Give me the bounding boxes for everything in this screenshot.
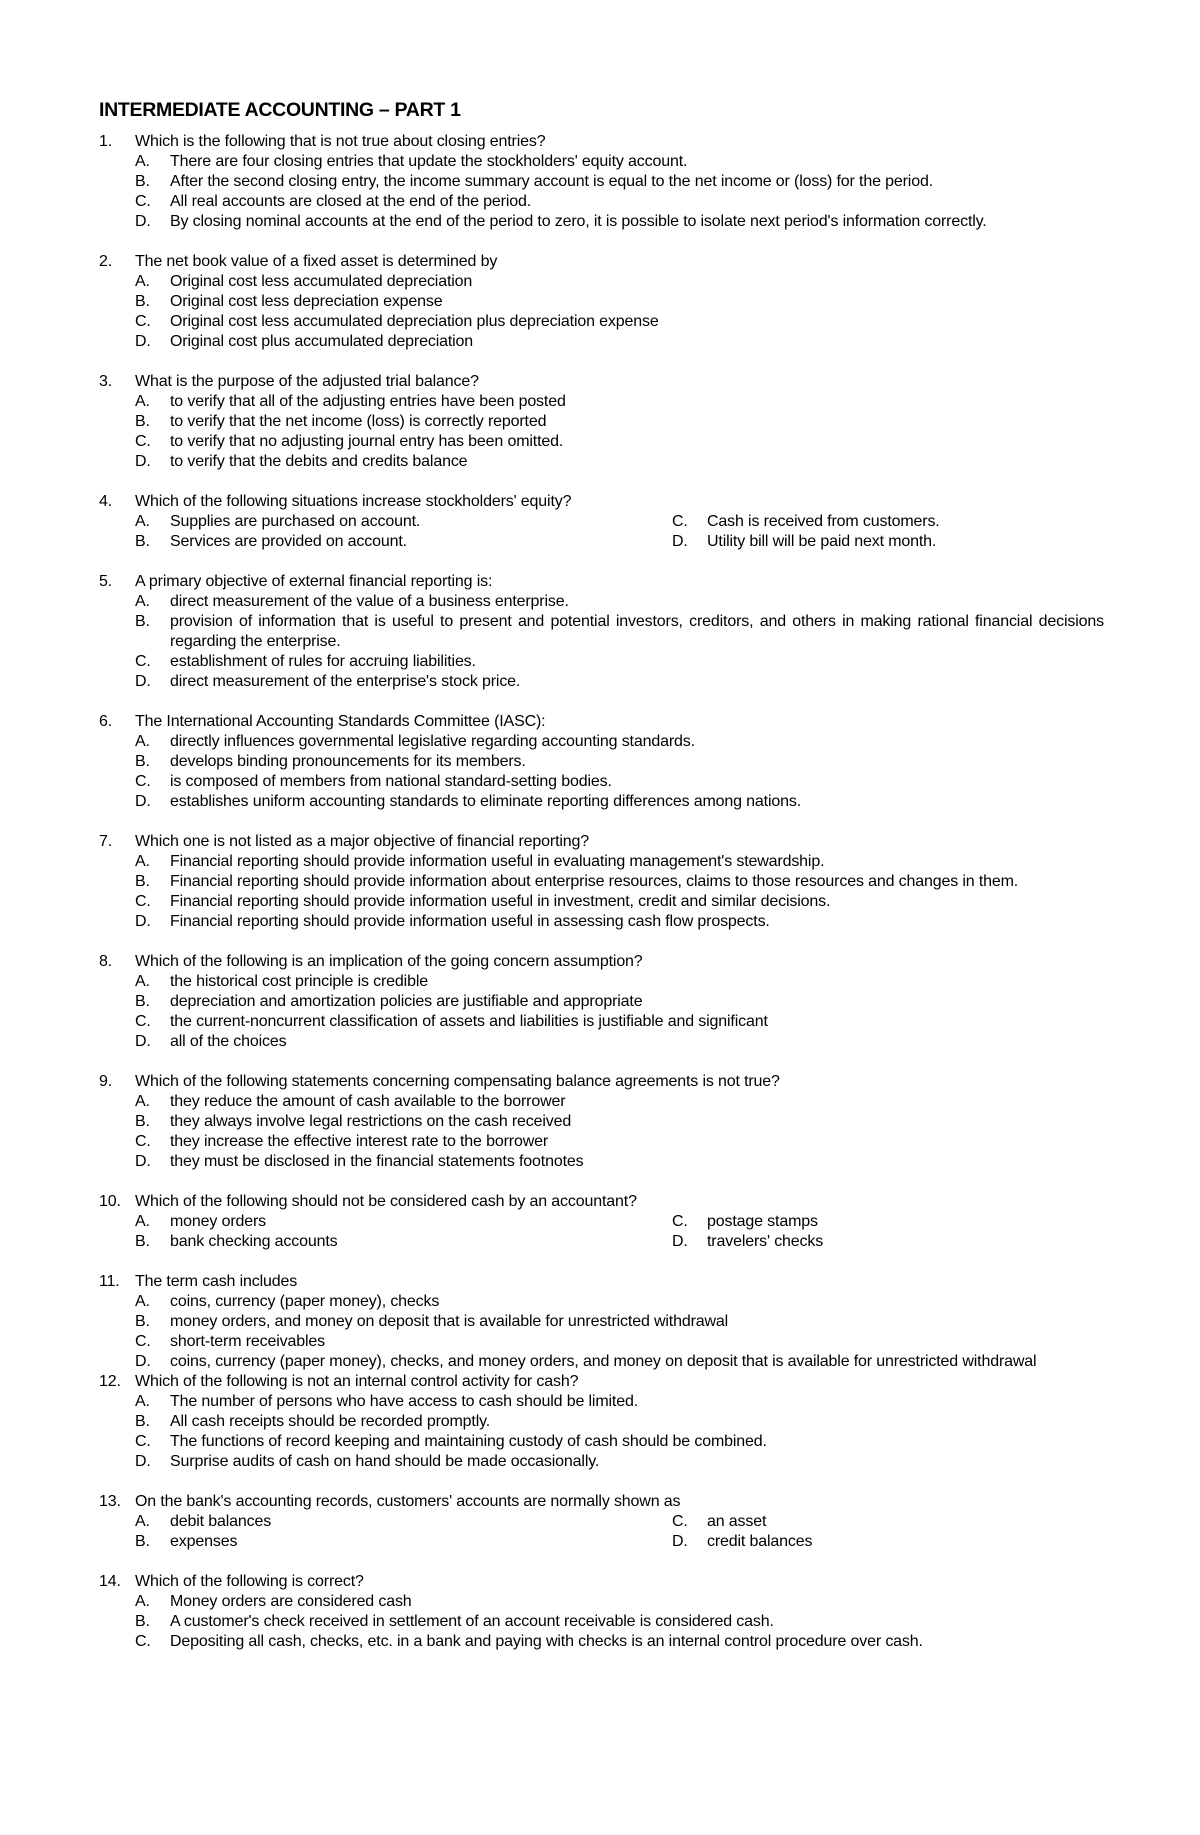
choice-text: they increase the effective interest rate to the borrower xyxy=(170,1133,549,1150)
choice-b xyxy=(135,1412,1104,1432)
choice-text: Original cost less depreciation expense xyxy=(170,293,443,310)
choice-letter: D. xyxy=(135,1453,151,1470)
choice-text: Financial reporting should provide information about enterprise resources, claims to those resources and changes in them. xyxy=(170,873,1019,890)
choice-text: The number of persons who have access to cash should be limited. xyxy=(170,1393,638,1410)
choice-text: coins, currency (paper money), checks xyxy=(170,1293,440,1310)
question-number: 5. xyxy=(99,573,113,590)
choice-letter: B. xyxy=(135,533,150,550)
choice-letter: A. xyxy=(135,393,150,410)
question-1 xyxy=(99,132,1104,232)
choice-b xyxy=(135,1532,672,1552)
choice-text: the current-noncurrent classification of assets and liabilities is justifiable and significant xyxy=(170,1013,768,1030)
choice-letter: C. xyxy=(135,1333,151,1350)
choice-b xyxy=(135,1612,1104,1632)
question-8 xyxy=(99,952,1104,1052)
question-text: Which one is not listed as a major objective of financial reporting? xyxy=(135,833,590,850)
question-6 xyxy=(99,712,1104,812)
choice-text: provision of information that is useful to present and potential investors, creditors, and others in making rational financial decisions regarding the enterprise. xyxy=(170,613,1104,650)
choice-text: bank checking accounts xyxy=(170,1233,338,1250)
choice-a xyxy=(135,152,1104,172)
choice-a xyxy=(135,1212,672,1232)
choice-b xyxy=(135,992,1104,1012)
choice-text: Cash is received from customers. xyxy=(707,513,940,530)
choice-letter: A. xyxy=(135,973,150,990)
choice-text: depreciation and amortization policies are justifiable and appropriate xyxy=(170,993,643,1010)
question-number: 9. xyxy=(99,1073,113,1090)
choice-a xyxy=(135,392,1104,412)
choice-letter: D. xyxy=(672,533,688,550)
choice-text: Supplies are purchased on account. xyxy=(170,513,421,530)
choice-d xyxy=(135,452,1104,472)
choice-letter: B. xyxy=(135,173,150,190)
question-10 xyxy=(99,1192,1104,1252)
choice-letter: C. xyxy=(135,1433,151,1450)
choice-text: direct measurement of the value of a business enterprise. xyxy=(170,593,569,610)
choice-c xyxy=(135,1132,1104,1152)
question-text: On the bank's accounting records, customers' accounts are normally shown as xyxy=(135,1493,681,1510)
question-text: Which of the following situations increase stockholders' equity? xyxy=(135,493,572,510)
choice-letter: B. xyxy=(135,1413,150,1430)
choice-text: credit balances xyxy=(707,1533,813,1550)
choice-d xyxy=(135,672,1104,692)
question-3 xyxy=(99,372,1104,472)
page-title: INTERMEDIATE ACCOUNTING – PART 1 xyxy=(99,99,461,121)
choice-letter: B. xyxy=(135,1533,150,1550)
choice-a xyxy=(135,1392,1104,1412)
choice-b xyxy=(135,1312,1104,1332)
choice-text: they reduce the amount of cash available to the borrower xyxy=(170,1093,566,1110)
question-number: 12. xyxy=(99,1373,121,1390)
choice-text: Financial reporting should provide information useful in assessing cash flow prospects. xyxy=(170,913,770,930)
choice-text: Depositing all cash, checks, etc. in a bank and paying with checks is an internal control procedure over cash. xyxy=(170,1633,923,1650)
choice-b xyxy=(135,1112,1104,1132)
choice-letter: D. xyxy=(135,213,151,230)
choice-text: All real accounts are closed at the end of the period. xyxy=(170,193,532,210)
question-7 xyxy=(99,832,1104,932)
choice-c xyxy=(672,512,1104,532)
choice-letter: A. xyxy=(135,1593,150,1610)
question-text: The term cash includes xyxy=(135,1273,298,1290)
choice-c xyxy=(135,192,1104,212)
question-text: The International Accounting Standards Committee (IASC): xyxy=(135,713,546,730)
choice-letter: A. xyxy=(135,853,150,870)
choice-b xyxy=(135,612,1104,652)
choice-text: After the second closing entry, the income summary account is equal to the net income or (loss) for the period. xyxy=(170,173,933,190)
question-text: Which of the following is an implication of the going concern assumption? xyxy=(135,953,643,970)
choice-letter: B. xyxy=(135,1313,150,1330)
choice-d xyxy=(135,1452,1104,1472)
choice-letter: A. xyxy=(135,1213,150,1230)
choice-text: All cash receipts should be recorded promptly. xyxy=(170,1413,491,1430)
question-5 xyxy=(99,572,1104,692)
question-text: A primary objective of external financial reporting is: xyxy=(135,573,493,590)
document-page xyxy=(99,98,1104,1652)
choice-b xyxy=(135,412,1104,432)
choice-text: money orders, and money on deposit that is available for unrestricted withdrawal xyxy=(170,1313,729,1330)
choice-letter: B. xyxy=(135,613,150,630)
question-number: 13. xyxy=(99,1493,121,1510)
choice-letter: B. xyxy=(135,293,150,310)
choice-a xyxy=(135,732,1104,752)
question-number: 14. xyxy=(99,1573,121,1590)
choice-text: to verify that the debits and credits balance xyxy=(170,453,468,470)
choice-text: A customer's check received in settlement of an account receivable is considered cash. xyxy=(170,1613,774,1630)
question-9 xyxy=(99,1072,1104,1172)
choice-letter: D. xyxy=(135,673,151,690)
question-number: 4. xyxy=(99,493,113,510)
choice-letter: C. xyxy=(672,513,688,530)
question-text: Which is the following that is not true about closing entries? xyxy=(135,133,546,150)
choice-letter: B. xyxy=(135,753,150,770)
question-text: Which of the following statements concerning compensating balance agreements is not true? xyxy=(135,1073,780,1090)
choice-a xyxy=(135,272,1104,292)
choice-letter: A. xyxy=(135,1093,150,1110)
choice-letter: A. xyxy=(135,273,150,290)
choice-text: they must be disclosed in the financial statements footnotes xyxy=(170,1153,584,1170)
choice-text: directly influences governmental legislative regarding accounting standards. xyxy=(170,733,695,750)
choice-d xyxy=(135,792,1104,812)
choice-text: to verify that the net income (loss) is correctly reported xyxy=(170,413,547,430)
choice-text: they always involve legal restrictions on the cash received xyxy=(170,1113,572,1130)
question-14 xyxy=(99,1572,1104,1652)
question-number: 11. xyxy=(99,1273,120,1290)
choice-letter: D. xyxy=(672,1533,688,1550)
choice-c xyxy=(135,1012,1104,1032)
choice-a xyxy=(135,1292,1104,1312)
choice-text: to verify that no adjusting journal entry has been omitted. xyxy=(170,433,564,450)
choice-b xyxy=(135,752,1104,772)
choice-letter: C. xyxy=(672,1213,688,1230)
choice-a xyxy=(135,1592,1104,1612)
choice-letter: D. xyxy=(135,1353,151,1370)
choice-text: The functions of record keeping and maintaining custody of cash should be combined. xyxy=(170,1433,767,1450)
choice-letter: B. xyxy=(135,873,150,890)
choice-c xyxy=(135,312,1104,332)
choice-letter: B. xyxy=(135,1113,150,1130)
question-2 xyxy=(99,252,1104,352)
choice-c xyxy=(135,652,1104,672)
question-number: 10. xyxy=(99,1193,121,1210)
choice-letter: A. xyxy=(135,513,150,530)
choice-d xyxy=(135,332,1104,352)
question-text: Which of the following is correct? xyxy=(135,1573,364,1590)
choice-d xyxy=(135,912,1104,932)
choice-letter: B. xyxy=(135,1613,150,1630)
choice-d xyxy=(135,1032,1104,1052)
choice-text: coins, currency (paper money), checks, and money orders, and money on deposit that is available for unrestricted withdrawal xyxy=(170,1353,1037,1370)
question-13 xyxy=(99,1492,1104,1552)
choice-c xyxy=(135,1632,1104,1652)
choice-b xyxy=(135,172,1104,192)
question-number: 8. xyxy=(99,953,113,970)
choice-letter: A. xyxy=(135,593,150,610)
question-text: What is the purpose of the adjusted trial balance? xyxy=(135,373,479,390)
choice-a xyxy=(135,592,1104,612)
question-text: Which of the following should not be considered cash by an accountant? xyxy=(135,1193,637,1210)
choice-letter: C. xyxy=(135,1013,151,1030)
question-number: 6. xyxy=(99,713,113,730)
choice-d xyxy=(135,212,1104,232)
question-number: 1. xyxy=(99,133,113,150)
choice-text: to verify that all of the adjusting entries have been posted xyxy=(170,393,566,410)
choice-letter: C. xyxy=(672,1513,688,1530)
choice-text: develops binding pronouncements for its members. xyxy=(170,753,526,770)
choice-letter: C. xyxy=(135,773,151,790)
choice-letter: C. xyxy=(135,193,151,210)
choice-text: Surprise audits of cash on hand should be made occasionally. xyxy=(170,1453,600,1470)
choice-b xyxy=(135,1232,672,1252)
choice-text: is composed of members from national standard-setting bodies. xyxy=(170,773,612,790)
question-text: Which of the following is not an internal control activity for cash? xyxy=(135,1373,579,1390)
choice-d xyxy=(135,1152,1104,1172)
question-number: 2. xyxy=(99,253,113,270)
choice-c xyxy=(672,1512,1104,1532)
choice-b xyxy=(135,532,672,552)
choice-b xyxy=(135,872,1104,892)
choice-d xyxy=(672,1532,1104,1552)
choice-letter: A. xyxy=(135,153,150,170)
choice-text: direct measurement of the enterprise's stock price. xyxy=(170,673,521,690)
question-12 xyxy=(99,1372,1104,1472)
choice-letter: C. xyxy=(135,313,151,330)
choice-letter: B. xyxy=(135,413,150,430)
choice-d xyxy=(135,1352,1104,1372)
choice-d xyxy=(672,532,1104,552)
choice-text: establishment of rules for accruing liabilities. xyxy=(170,653,476,670)
choice-text: Services are provided on account. xyxy=(170,533,407,550)
question-text: The net book value of a fixed asset is determined by xyxy=(135,253,498,270)
choice-c xyxy=(135,1332,1104,1352)
choice-letter: B. xyxy=(135,993,150,1010)
choice-letter: A. xyxy=(135,733,150,750)
choice-letter: D. xyxy=(135,453,151,470)
choice-text: Money orders are considered cash xyxy=(170,1593,412,1610)
choice-letter: C. xyxy=(135,433,151,450)
choice-letter: D. xyxy=(135,1153,151,1170)
choice-a xyxy=(135,972,1104,992)
choice-letter: D. xyxy=(672,1233,688,1250)
choice-letter: B. xyxy=(135,1233,150,1250)
question-4 xyxy=(99,492,1104,552)
choice-text: There are four closing entries that update the stockholders' equity account. xyxy=(170,153,688,170)
choice-letter: A. xyxy=(135,1293,150,1310)
choice-text: an asset xyxy=(707,1513,767,1530)
choice-text: expenses xyxy=(170,1533,238,1550)
choice-d xyxy=(672,1232,1104,1252)
choice-c xyxy=(135,892,1104,912)
choice-text: all of the choices xyxy=(170,1033,287,1050)
question-number: 3. xyxy=(99,373,113,390)
choice-a xyxy=(135,1512,672,1532)
choice-b xyxy=(135,292,1104,312)
choice-c xyxy=(135,772,1104,792)
choice-text: Utility bill will be paid next month. xyxy=(707,533,937,550)
choice-letter: D. xyxy=(135,913,151,930)
choice-a xyxy=(135,512,672,532)
choice-letter: D. xyxy=(135,793,151,810)
choice-a xyxy=(135,852,1104,872)
choice-letter: A. xyxy=(135,1513,150,1530)
choice-text: By closing nominal accounts at the end of the period to zero, it is possible to isolate next period's information correctly. xyxy=(170,213,987,230)
choice-letter: D. xyxy=(135,333,151,350)
choice-letter: A. xyxy=(135,1393,150,1410)
choice-letter: D. xyxy=(135,1033,151,1050)
choice-text: postage stamps xyxy=(707,1213,818,1230)
choice-text: Financial reporting should provide information useful in investment, credit and similar decisions. xyxy=(170,893,831,910)
choice-a xyxy=(135,1092,1104,1112)
question-number: 7. xyxy=(99,833,113,850)
choice-text: travelers' checks xyxy=(707,1233,824,1250)
choice-text: Original cost plus accumulated depreciation xyxy=(170,333,474,350)
choice-text: Original cost less accumulated depreciation xyxy=(170,273,473,290)
choice-text: debit balances xyxy=(170,1513,272,1530)
choice-text: Financial reporting should provide information useful in evaluating management's stewardship. xyxy=(170,853,825,870)
choice-text: short-term receivables xyxy=(170,1333,325,1350)
choice-c xyxy=(672,1212,1104,1232)
choice-text: the historical cost principle is credible xyxy=(170,973,428,990)
choice-letter: C. xyxy=(135,1133,151,1150)
question-11 xyxy=(99,1272,1104,1372)
choice-letter: C. xyxy=(135,1633,151,1650)
choice-letter: C. xyxy=(135,653,151,670)
choice-c xyxy=(135,1432,1104,1452)
choice-text: Original cost less accumulated depreciation plus depreciation expense xyxy=(170,313,659,330)
choice-text: establishes uniform accounting standards to eliminate reporting differences among nations. xyxy=(170,793,802,810)
choice-c xyxy=(135,432,1104,452)
choice-letter: C. xyxy=(135,893,151,910)
choice-text: money orders xyxy=(170,1213,267,1230)
